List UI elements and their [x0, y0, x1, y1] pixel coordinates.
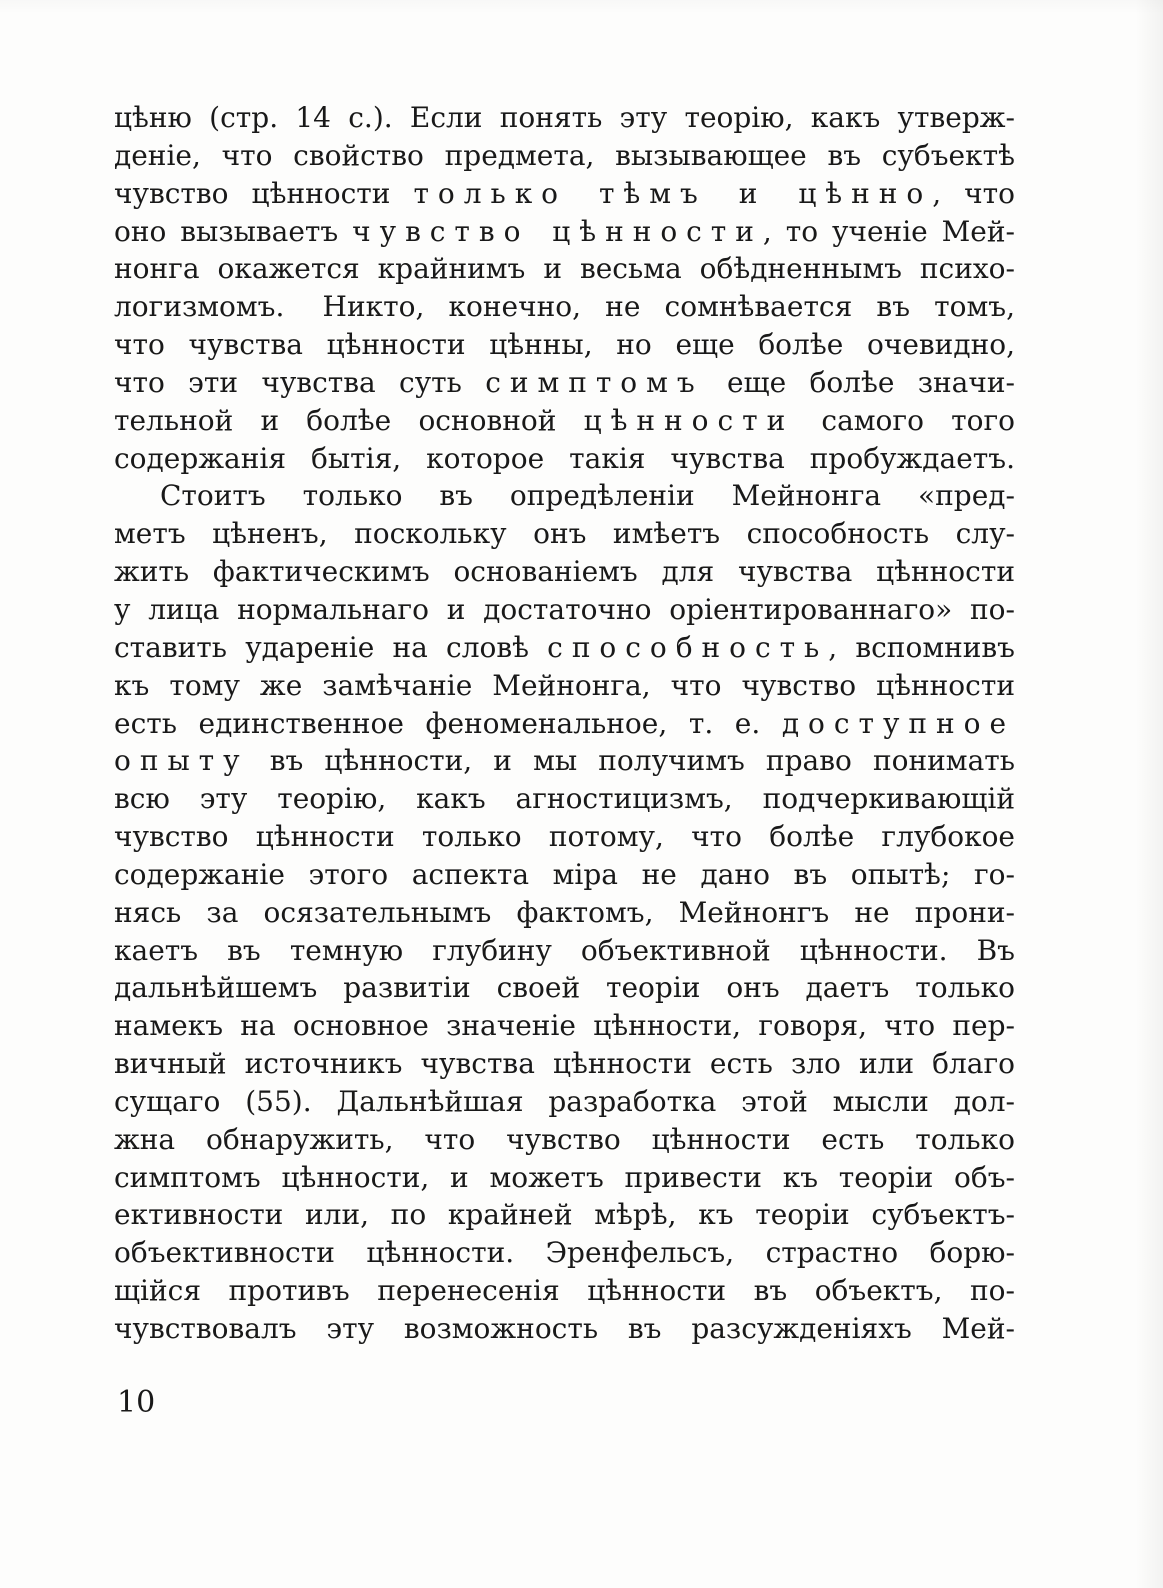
- text-segment: жна обнаружить, что чувство цѣнности есть только: [114, 1122, 1015, 1156]
- text-segment: всю эту теорію, какъ агностицизмъ, подчеркивающій: [114, 782, 1015, 816]
- text-line: [114, 1159, 1015, 1197]
- text-segment: намекъ на основное значеніе цѣнности, говоря, что пер-: [114, 1009, 1015, 1043]
- text-line: [114, 402, 1015, 440]
- text-segment: сущаго (55). Дальнѣйшая разработка этой мысли дол-: [114, 1084, 1015, 1118]
- text-line: [114, 856, 1015, 894]
- text-line: [114, 1121, 1015, 1159]
- text-segment: дальнѣйшемъ развитіи своей теоріи онъ даетъ только: [114, 971, 1015, 1005]
- text-segment: есть единственное феноменальное, т. е.: [114, 706, 782, 740]
- text-line: [114, 440, 1015, 478]
- text-line: [114, 477, 1015, 515]
- letterspaced-emphasis-text: способность: [547, 630, 829, 664]
- text-segment: у лица нормальнаго и достаточно оріентированнаго» по-: [114, 592, 1015, 626]
- text-segment: симптомъ цѣнности, и можетъ привести къ теоріи объ-: [114, 1160, 1015, 1194]
- text-block: [114, 99, 1015, 1348]
- text-line: [114, 1272, 1015, 1310]
- text-segment: логизмомъ. Никто, конечно, не сомнѣвается въ томъ,: [114, 290, 1015, 324]
- text-segment: цѣню (стр. 14 с.). Если понять эту теорію, какъ утверж-: [114, 101, 1015, 134]
- text-segment: самого того: [794, 403, 1015, 437]
- text-line: [114, 667, 1015, 705]
- text-line: [114, 742, 1015, 780]
- text-segment: вичный источникъ чувства цѣнности есть зло или благо: [114, 1047, 1015, 1081]
- text-segment: объективности цѣнности. Эренфельсъ, страстно борю-: [114, 1236, 1015, 1270]
- text-segment: Стоитъ только въ опредѣленіи Мейнонга «пред-: [160, 479, 1015, 513]
- letterspaced-emphasis-text: доступное: [781, 706, 1015, 740]
- text-line: [114, 288, 1015, 326]
- text-line: [114, 1234, 1015, 1272]
- text-segment: что эти чувства суть: [114, 365, 486, 399]
- text-segment: чувство цѣнности только потому, что болѣе глубокое: [114, 820, 1015, 854]
- text-segment: , что: [932, 176, 1015, 210]
- text-line: [114, 1007, 1015, 1045]
- text-segment: , то ученіе Мей-: [762, 214, 1015, 248]
- text-segment: содержаніе этого аспекта міра не дано въ опытѣ; го-: [114, 857, 1015, 891]
- text-segment: еще болѣе значи-: [703, 365, 1015, 399]
- text-line: [114, 137, 1015, 175]
- text-line: [114, 1310, 1015, 1348]
- letterspaced-emphasis-text: только тѣмъ и цѣнно: [413, 176, 933, 210]
- letterspaced-emphasis-text: цѣнности: [583, 403, 795, 437]
- text-line: [114, 1083, 1015, 1121]
- text-line: [114, 629, 1015, 667]
- text-segment: къ тому же замѣчаніе Мейнонга, что чувство цѣнности: [114, 668, 1015, 702]
- text-line: [114, 780, 1015, 818]
- text-line: [114, 818, 1015, 856]
- text-line: [114, 705, 1015, 743]
- text-line: [114, 1045, 1015, 1083]
- text-line: [114, 326, 1015, 364]
- text-segment: что чувства цѣнности цѣнны, но еще болѣе очевидно,: [114, 328, 1015, 362]
- text-segment: тельной и болѣе основной: [114, 403, 584, 437]
- page-number: 10: [117, 1385, 156, 1420]
- text-segment: нясь за осязательнымъ фактомъ, Мейнонгъ не прони-: [114, 895, 1015, 929]
- text-line: [114, 515, 1015, 553]
- text-segment: въ цѣнности, и мы получимъ право понимать: [248, 744, 1015, 778]
- text-segment: деніе, что свойство предмета, вызывающее въ субъектѣ: [114, 138, 1015, 172]
- text-line: [114, 175, 1015, 213]
- text-line: [114, 213, 1015, 251]
- text-line: [114, 894, 1015, 932]
- text-line: [114, 364, 1015, 402]
- text-segment: чувствовалъ эту возможность въ разсужденіяхъ Мей-: [114, 1312, 1015, 1345]
- text-line: [114, 932, 1015, 970]
- text-line: [114, 553, 1015, 591]
- text-segment: содержанія бытія, которое такія чувства пробуждаетъ.: [114, 441, 1015, 475]
- text-segment: жить фактическимъ основаніемъ для чувства цѣнности: [114, 555, 1015, 589]
- text-segment: метъ цѣненъ, поскольку онъ имѣетъ способность слу-: [114, 517, 1015, 551]
- text-segment: нонга окажется крайнимъ и весьма обѣдненнымъ психо-: [114, 252, 1015, 286]
- text-line: [114, 591, 1015, 629]
- text-segment: чувство цѣнности: [114, 176, 414, 210]
- letterspaced-emphasis-text: опыту: [114, 744, 249, 778]
- text-segment: каетъ въ темную глубину объективной цѣнности. Въ: [114, 933, 1015, 967]
- text-line: [114, 250, 1015, 288]
- letterspaced-emphasis-text: симптомъ: [485, 365, 704, 399]
- letterspaced-emphasis-text: чувство цѣнности: [352, 214, 763, 248]
- text-segment: ективности или, по крайней мѣрѣ, къ теоріи субъектъ-: [114, 1198, 1015, 1232]
- text-segment: , вспомнивъ: [828, 630, 1015, 664]
- text-line: [114, 969, 1015, 1007]
- text-segment: оно вызываетъ: [114, 214, 353, 248]
- text-segment: ставить удареніе на словѣ: [114, 630, 548, 664]
- text-segment: щійся противъ перенесенія цѣнности въ объектъ, по-: [114, 1274, 1015, 1308]
- text-line: [114, 99, 1015, 137]
- text-line: [114, 1196, 1015, 1234]
